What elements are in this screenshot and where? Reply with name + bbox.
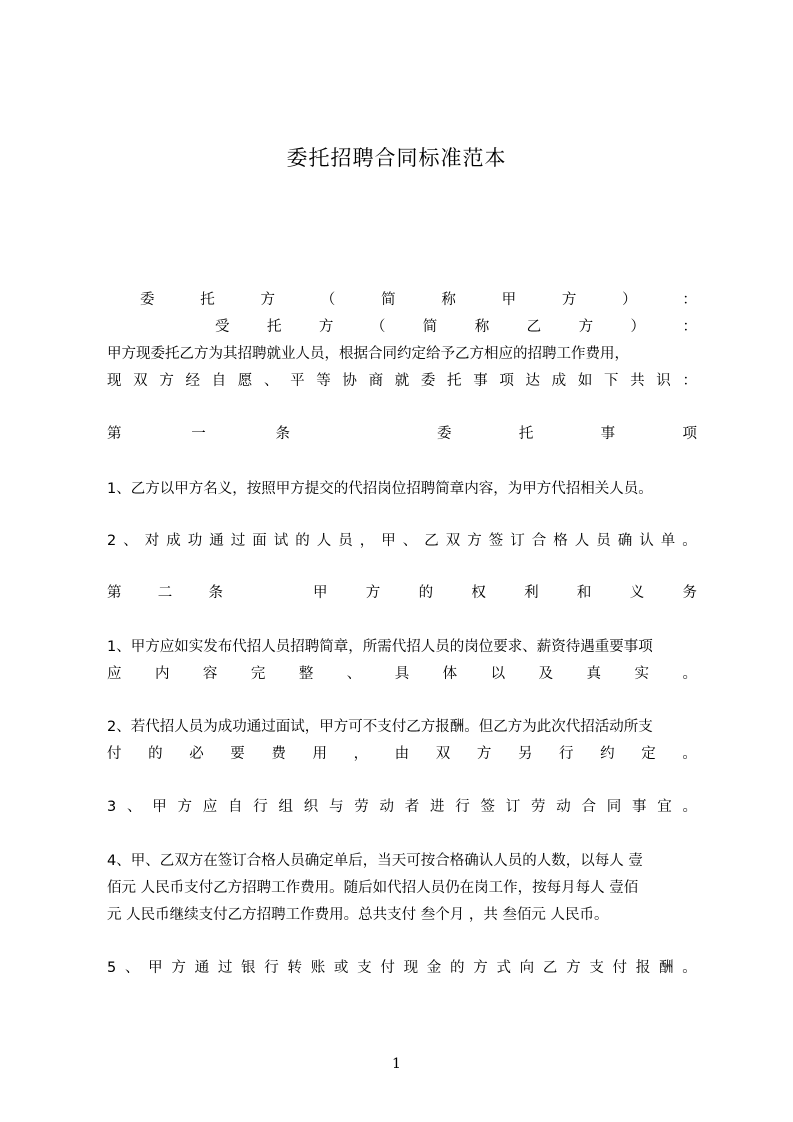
char: 简 <box>381 292 396 308</box>
char: ） <box>630 319 645 335</box>
char: 和 <box>576 585 592 601</box>
client-party-line <box>140 289 697 311</box>
char: 人 <box>316 533 332 549</box>
char: 付 <box>107 746 122 762</box>
char: 成 <box>551 373 567 389</box>
char: 如 <box>577 373 593 389</box>
char: 过 <box>217 960 233 976</box>
char: ： <box>682 292 697 308</box>
article-1-number <box>107 423 290 445</box>
article-2-number <box>107 582 223 604</box>
char: 向 <box>519 960 535 976</box>
char: 、 <box>126 799 142 815</box>
article-1-item-1: 1、乙方以甲方名义，按照甲方提交的代招岗位招聘简章内容，为甲方代招相关人员。 <box>107 481 653 497</box>
char: 自 <box>211 373 227 389</box>
char: 式 <box>496 960 511 976</box>
char: 约 <box>600 746 615 762</box>
char: 利 <box>524 585 539 601</box>
char: 员 <box>338 533 353 549</box>
article-2-item-5 <box>107 957 697 979</box>
char: 下 <box>603 373 619 389</box>
char: 方 <box>473 960 488 976</box>
char: 权 <box>471 585 486 601</box>
article-1-heading <box>107 423 697 445</box>
char: 容 <box>202 666 218 682</box>
char: 受 <box>215 319 230 335</box>
article-2-item-2-line-2 <box>107 743 697 765</box>
char: 第 <box>107 426 122 442</box>
char: 达 <box>525 373 540 389</box>
char: 内 <box>154 666 170 682</box>
char: 应 <box>202 799 218 815</box>
char: 3 <box>107 799 117 815</box>
char: 成 <box>166 533 181 549</box>
char: 甲 <box>148 960 163 976</box>
char: 具 <box>394 666 410 682</box>
char: 用 <box>312 746 327 762</box>
char: 行 <box>264 960 279 976</box>
char: 劳 <box>530 799 546 815</box>
char: 行 <box>559 746 574 762</box>
char: 、 <box>124 960 140 976</box>
preamble-line-2 <box>107 370 697 392</box>
char: 报 <box>635 960 651 976</box>
char: 第 <box>107 585 122 601</box>
char: 完 <box>250 666 266 682</box>
char: 乙 <box>526 319 542 335</box>
char: 要 <box>230 746 245 762</box>
char: 协 <box>342 373 357 389</box>
char: 乙 <box>542 960 558 976</box>
char: 单 <box>660 533 676 549</box>
char: 或 <box>333 960 349 976</box>
char: 付 <box>612 960 628 976</box>
article-2-item-4-line-1: 4、甲、乙双方在签订合格人员确定单后，当天可按合格确认人员的人数，以每人 壹 <box>107 853 643 869</box>
char: 方 <box>578 319 594 335</box>
char: 进 <box>429 799 445 815</box>
char: 务 <box>682 585 697 601</box>
char: 组 <box>278 799 293 815</box>
char: 试 <box>273 533 289 549</box>
article-2-title <box>313 582 697 604</box>
article-2-item-3 <box>107 796 697 818</box>
char: 应 <box>107 666 122 682</box>
char: 面 <box>252 533 267 549</box>
char: 甲 <box>152 799 167 815</box>
article-2-item-4-line-3: 元 人民币继续支付乙方招聘工作费用。总共支付 叁个月 ，共 叁佰元 人民币。 <box>107 907 609 923</box>
char: 方 <box>476 746 492 762</box>
agent-party-line <box>215 316 697 338</box>
char: 支 <box>589 960 604 976</box>
char: 以 <box>490 666 506 682</box>
char: 等 <box>316 373 331 389</box>
char: 同 <box>606 799 622 815</box>
char: （ <box>370 319 386 335</box>
char: 织 <box>303 799 319 815</box>
char: 金 <box>426 960 442 976</box>
char: 方 <box>318 319 334 335</box>
char: 一 <box>191 426 206 442</box>
char: 另 <box>517 746 533 762</box>
document-title: 委托招聘合同标准范本 <box>286 146 507 170</box>
char: 5 <box>107 960 117 976</box>
char: 动 <box>556 799 571 815</box>
char: 识 <box>656 373 671 389</box>
char: 委 <box>140 292 155 308</box>
char: 现 <box>107 373 122 389</box>
char: 、 <box>346 666 362 682</box>
char: 者 <box>404 799 420 815</box>
char: 与 <box>328 799 344 815</box>
char: 方 <box>171 960 186 976</box>
char: 由 <box>394 746 410 762</box>
char: 事 <box>600 426 616 442</box>
char: 行 <box>455 799 470 815</box>
char: 乙 <box>424 533 439 549</box>
char: 。 <box>682 666 697 682</box>
char: 实 <box>634 666 649 682</box>
char: 通 <box>194 960 210 976</box>
article-2-item-1-line-2 <box>107 663 697 685</box>
char: 方 <box>467 533 482 549</box>
char: 真 <box>586 666 602 682</box>
char: 的 <box>418 585 434 601</box>
char: （ <box>320 292 336 308</box>
char: 共 <box>630 373 645 389</box>
char: 合 <box>531 533 547 549</box>
char: 认 <box>639 533 654 549</box>
char: 称 <box>474 319 490 335</box>
char: 方 <box>159 373 174 389</box>
char: 托 <box>447 373 462 389</box>
char: ： <box>682 319 697 335</box>
article-2-item-4-line-2: 佰元 人民币支付乙方招聘工作费用。随后如代招人员仍在岗工作，按每月每人 壹佰 <box>107 880 639 896</box>
char: 、 <box>263 373 279 389</box>
char: ： <box>682 373 697 389</box>
char: 功 <box>187 533 203 549</box>
char: 及 <box>538 666 554 682</box>
char: 托 <box>518 426 534 442</box>
char: ， <box>359 533 375 549</box>
char: 方 <box>177 799 192 815</box>
char: 账 <box>310 960 326 976</box>
char: 、 <box>123 533 138 549</box>
char: 经 <box>185 373 200 389</box>
char: 订 <box>505 799 521 815</box>
char: 签 <box>480 799 495 815</box>
char: 平 <box>290 373 305 389</box>
char: 确 <box>617 533 633 549</box>
char: 自 <box>227 799 243 815</box>
char: 甲 <box>501 292 517 308</box>
char: 员 <box>596 533 611 549</box>
char: 的 <box>450 960 465 976</box>
char: 双 <box>435 746 451 762</box>
article-1-item-2 <box>107 530 697 552</box>
char: 行 <box>253 799 268 815</box>
char: 义 <box>629 585 645 601</box>
char: 的 <box>295 533 310 549</box>
char: ） <box>622 292 637 308</box>
char: 整 <box>298 666 314 682</box>
char: 称 <box>441 292 456 308</box>
char: 格 <box>553 533 568 549</box>
char: 体 <box>442 666 458 682</box>
char: 条 <box>275 426 290 442</box>
char: 银 <box>241 960 256 976</box>
char: 必 <box>189 746 204 762</box>
char: 定 <box>641 746 656 762</box>
char: 托 <box>200 292 215 308</box>
char: 。 <box>682 799 697 815</box>
char: 方 <box>365 585 381 601</box>
char: 合 <box>581 799 596 815</box>
article-2-item-1-line-1: 1、甲方应如实发布代招人员招聘简章，所需代招人员的岗位要求、薪资待遇重要事项 <box>107 639 653 655</box>
char: 对 <box>144 533 160 549</box>
preamble-line-1: 甲方现委托乙方为其招聘就业人员，根据合同约定给予乙方相应的招聘工作费用， <box>107 346 629 362</box>
char: 委 <box>437 426 452 442</box>
char: 托 <box>266 319 282 335</box>
char: 简 <box>422 319 438 335</box>
char: 。 <box>682 533 697 549</box>
char: 双 <box>133 373 148 389</box>
char: 过 <box>230 533 246 549</box>
char: 甲 <box>381 533 396 549</box>
article-1-title <box>437 423 697 445</box>
char: 项 <box>682 426 697 442</box>
char: 方 <box>566 960 581 976</box>
char: 商 <box>368 373 384 389</box>
char: 。 <box>682 746 697 762</box>
char: 二 <box>157 585 173 601</box>
char: 项 <box>499 373 514 389</box>
article-2-item-2-line-1: 2、若代招人员为成功通过面试，甲方可不支付乙方报酬。但乙方为此次代招活动所支 <box>107 719 653 735</box>
char: 就 <box>394 373 410 389</box>
char: 。 <box>682 960 697 976</box>
char: 支 <box>357 960 372 976</box>
char: 现 <box>403 960 419 976</box>
char: 付 <box>380 960 395 976</box>
char: 劳 <box>354 799 369 815</box>
char: 甲 <box>313 585 328 601</box>
char: 宜 <box>657 799 672 815</box>
char: 通 <box>209 533 224 549</box>
char: 动 <box>379 799 394 815</box>
char: 事 <box>631 799 647 815</box>
char: ， <box>353 746 369 762</box>
char: 酬 <box>658 960 674 976</box>
char: 的 <box>148 746 163 762</box>
char: 事 <box>473 373 488 389</box>
char: 、 <box>402 533 418 549</box>
article-2-heading <box>107 582 697 604</box>
char: 订 <box>510 533 525 549</box>
char: 转 <box>287 960 302 976</box>
char: 签 <box>488 533 504 549</box>
char: 方 <box>260 292 276 308</box>
char: 愿 <box>237 373 253 389</box>
char: 2 <box>107 533 117 549</box>
char: 条 <box>208 585 223 601</box>
char: 人 <box>574 533 590 549</box>
page-number: 1 <box>392 1056 401 1072</box>
char: 双 <box>445 533 461 549</box>
char: 委 <box>420 373 436 389</box>
char: 费 <box>271 746 286 762</box>
char: 方 <box>561 292 577 308</box>
